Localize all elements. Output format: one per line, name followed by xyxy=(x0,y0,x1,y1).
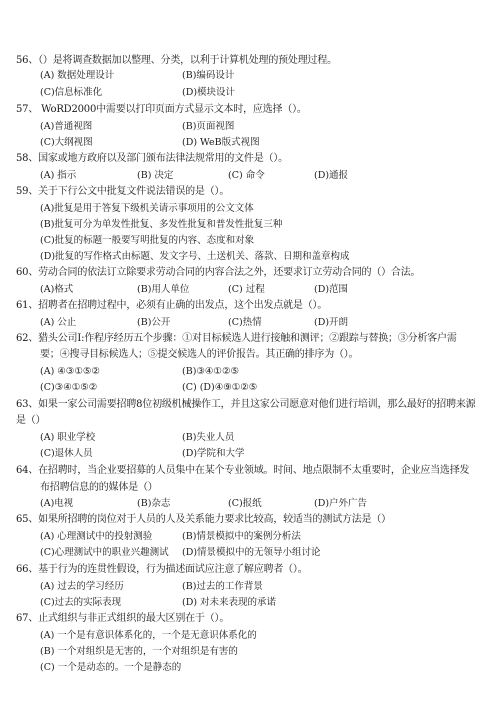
option-57-d: (D) WeB版式视图 xyxy=(182,137,260,148)
question-63-continued: 是（） xyxy=(16,415,46,426)
option-61-c: (C)热情 xyxy=(228,317,262,328)
question-59: 59、关于下行公文中批复文件说法错误的是（）。 xyxy=(16,186,230,197)
option-59-c: (C)批复的标题一般要写明批复的内容、态度和对象 xyxy=(40,235,255,246)
option-64-d: (D)户外广告 xyxy=(314,498,368,509)
option-65-b: (B)情景模拟中的案例分析法 xyxy=(182,531,301,542)
option-58-c: (C) 命令 xyxy=(228,170,265,181)
option-64-c: (C)报纸 xyxy=(228,498,262,509)
option-67-c: (C) 一个是动态的。一个是静态的 xyxy=(40,662,182,673)
option-65-c: (C)心理测试中的职业兴趣测试 xyxy=(40,547,169,558)
option-58-a: (A) 指示 xyxy=(40,170,77,181)
option-59-a: (A)批复是用于答复下级机关请示事项用的公文文体 xyxy=(40,203,254,214)
option-59-d: (D)批复的写作格式由标题、发文字号、土送机关、落款、日期和盖章构成 xyxy=(40,251,350,262)
option-65-d: (D)情景模拟中的无领导小组讨论 xyxy=(182,547,321,558)
question-61: 61、招聘者在招聘过程中，必须有止确的出发点，这个出发点就是（）。 xyxy=(16,300,328,311)
option-60-b: (B)用人单位 xyxy=(137,284,190,295)
option-62-a: (A) ④③①⑤② xyxy=(40,366,100,377)
option-66-d: (D) 对未来表现的承诺 xyxy=(182,597,277,608)
question-57: 57、 WoRD2000中需要以打印页面方式显示文本时，应选择（）。 xyxy=(16,104,307,115)
question-64-continued: 布招聘信息的的媒体是（） xyxy=(40,482,158,493)
option-61-a: (A) 公止 xyxy=(40,317,77,328)
question-62: 62、猎头公司I:作程序经历五个步骤：①对目标候选人进行接触和测评；②跟踪与替换；③分析客户需 xyxy=(16,333,457,344)
option-62-d: (C) (D)④⑨①②⑤ xyxy=(182,382,258,393)
option-63-a: (A) 职业学校 xyxy=(40,432,96,443)
option-58-d: (D)通报 xyxy=(314,170,349,181)
option-56-b: (B)编码设计 xyxy=(182,70,235,81)
question-67: 67、止式组织与非正式组织的最大区别在于（）。 xyxy=(16,613,230,624)
option-64-a: (A)电视 xyxy=(40,498,74,509)
option-56-a: (A) 数据处理设计 xyxy=(40,70,115,81)
option-63-d: (D)学院和大学 xyxy=(182,448,245,459)
option-66-c: (C)过去的实际表现 xyxy=(40,597,122,608)
option-56-c: (C)信息标准化 xyxy=(40,87,103,98)
question-63: 63、如果一家公司需要招聘8位初级机械操作工，并且这家公司愿意对他们进行培训，那么最好的招聘来源 xyxy=(16,399,476,410)
option-58-b: (B) 决定 xyxy=(137,170,174,181)
option-65-a: (A) 心理测试中的投射测验 xyxy=(40,531,153,542)
option-60-a: (A)格式 xyxy=(40,284,74,295)
question-62-continued: 要；④搜寻目标候选人；⑤提交候选人的评价报告。其正确的排序为（）。 xyxy=(40,349,359,360)
option-59-b: (B)批复可分为单发性批复、多发性批复和普发性批复三种 xyxy=(40,219,283,230)
option-67-b: (B) 一个对组织是无害的，一个对组织是有害的 xyxy=(40,646,238,657)
option-66-a: (A) 过去的学习经历 xyxy=(40,581,124,592)
option-57-a: (A)普通视图 xyxy=(40,121,93,132)
option-61-b: (B)公开 xyxy=(137,317,171,328)
question-65: 65、如果所招聘的岗位对于人员的人及关系能力要求比较高，较适当的测试方法是（） xyxy=(16,514,391,525)
option-60-c: (C) 过程 xyxy=(228,284,265,295)
option-63-b: (B)失业人员 xyxy=(182,432,235,443)
question-60: 60、劳动合同的依法订立除要求劳动合同的内容合法之外，还要求订立劳动合同的（）合法。 xyxy=(16,267,421,278)
option-57-c: (C)大纲视图 xyxy=(40,137,93,148)
option-67-a: (A) 一个是有意识体系化的，一个是无意识体系化的 xyxy=(40,630,257,641)
question-56: 56、（）是将调查数据加以整理、分类，以利于计算机处理的预处理过程。 xyxy=(16,55,337,66)
option-62-b: (B)③④①②⑤ xyxy=(182,366,239,377)
option-63-c: (C)退休人员 xyxy=(40,448,93,459)
option-62-c: (C)③④①⑤② xyxy=(40,382,98,393)
question-58: 58、国家或地方政府以及部门颁布法律法规常用的文件是（）。 xyxy=(16,153,288,164)
option-61-d: (D)开朗 xyxy=(314,317,349,328)
option-66-b: (B)过去的工作背景 xyxy=(182,581,263,592)
option-64-b: (B)杂志 xyxy=(137,498,171,509)
option-56-d: (D)模块设计 xyxy=(182,87,236,98)
question-64: 64、在招聘时，当企业要招募的人员集中在某个专业领域。时间、地点限制不太重要时，企业应当选择发 xyxy=(16,465,470,476)
option-60-d: (D)范围 xyxy=(314,284,349,295)
question-66: 66、基于行为的连贯性假设，行为描述面试应注意了解应聘者（）。 xyxy=(16,564,308,575)
option-57-b: (B)页面视图 xyxy=(182,121,235,132)
